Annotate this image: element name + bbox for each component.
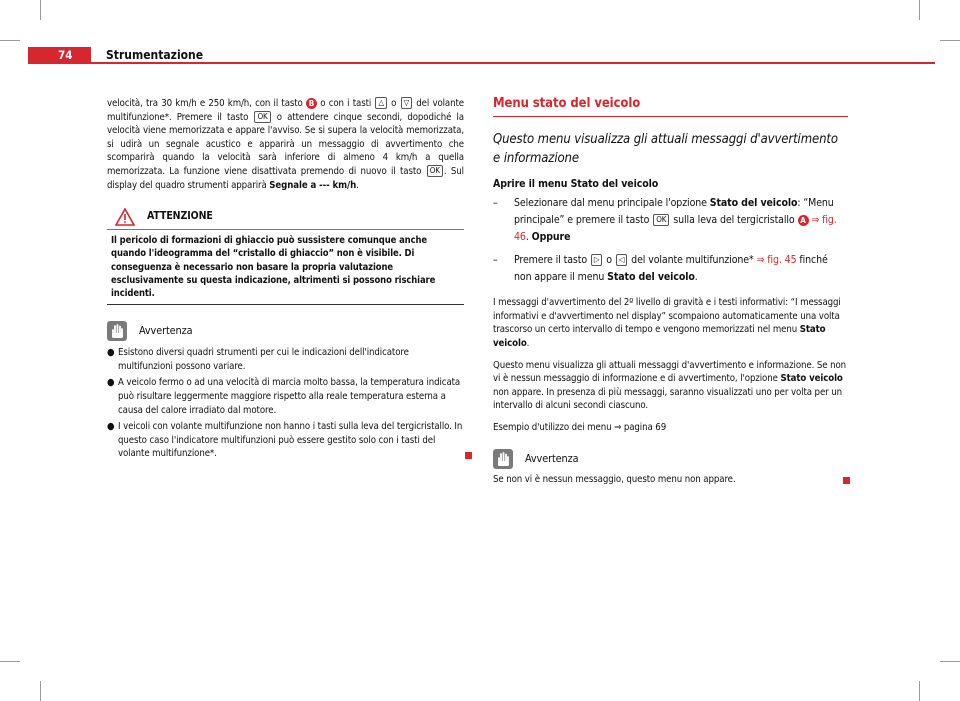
text: velocità, tra 30 km/h e 250 km/h, con il tasto xyxy=(107,98,306,109)
warning-header xyxy=(107,205,464,230)
text: o attendere cinque secondi, dopodiché la velocità viene memorizzata e appare l'avviso. Se si supera la velocità memorizzata, si udirà un segnale acustico e apparirà un messaggio di avvertimento che scomparirà quando la velocità sarà inferiore di almeno 4 km/h a quella memorizzata. La funzione viene disattivata premendo di nuovo il tasto xyxy=(107,111,464,177)
text: finché non appare il menu xyxy=(514,254,828,284)
page-header xyxy=(28,47,935,64)
crop-mark xyxy=(940,661,960,662)
text: Stato veicolo xyxy=(780,373,843,385)
text: . Sul display del quadro strumenti apparirà xyxy=(107,165,464,191)
text: Stato del veicolo xyxy=(607,271,695,284)
crop-mark xyxy=(40,681,41,701)
text: Oppure xyxy=(531,231,571,244)
info-hand-icon xyxy=(107,321,127,341)
step-item xyxy=(493,252,848,286)
right-column xyxy=(493,97,848,486)
ok-key: OK xyxy=(653,214,669,226)
step-text xyxy=(514,195,848,246)
note-title: Avvertenza xyxy=(139,324,193,338)
warning-triangle-icon xyxy=(115,208,135,226)
info-hand-icon xyxy=(493,449,513,469)
bullet-icon: ● xyxy=(107,347,115,359)
note-title: Avvertenza xyxy=(525,451,579,465)
figure-link[interactable]: ⇒ fig. 46 xyxy=(514,214,837,244)
note-header xyxy=(107,319,464,343)
crop-mark xyxy=(919,681,920,701)
text: sulla leva del tergicristallo xyxy=(670,214,798,227)
text: . xyxy=(525,231,532,244)
text: o xyxy=(603,254,615,267)
section-end-icon xyxy=(465,452,472,459)
text: : “Menu principale” e premere il tasto xyxy=(514,197,834,227)
list-item xyxy=(107,346,464,373)
text: . xyxy=(694,271,698,284)
text: non appare. In presenza di più messaggi, saranno visualizzati uno per volta per un intervallo di alcuni secondi ciascuno. xyxy=(493,386,842,412)
crop-mark xyxy=(919,0,920,20)
crop-mark xyxy=(940,40,960,41)
step-item xyxy=(493,195,848,246)
ok-key: OK xyxy=(254,111,270,123)
section-title: Menu stato del veicolo xyxy=(493,97,848,117)
down-key-icon: ▽ xyxy=(401,97,412,109)
up-key-icon: △ xyxy=(375,97,386,109)
text: Selezionare dal menu principale l'opzione xyxy=(514,197,710,210)
key-b-badge: B xyxy=(306,98,317,109)
bullet-text: A veicolo fermo o ad una velocità di marcia molto bassa, la temperatura indicata può risultare leggermente maggiore rispetto alla reale temperatura esterna a causa del calore irradiato dal motore. xyxy=(118,377,461,416)
page-number: 74 xyxy=(28,47,91,64)
chapter-title: Strumentazione xyxy=(106,48,204,62)
left-arrow-key-icon: ◁ xyxy=(616,254,627,266)
header-rule xyxy=(91,62,935,64)
crop-mark xyxy=(0,661,20,662)
intro-paragraph xyxy=(107,97,464,192)
bullet-icon: ● xyxy=(107,377,115,389)
text: Stato del veicolo xyxy=(709,197,798,210)
text: o con i tasti xyxy=(317,98,375,109)
text: I messaggi d'avvertimento del 2º livello di gravità e i testi informativi: “I messaggi informativi e d'avvertimento nel display” scompaiono automaticamente una volta trascorso un certo intervallo di tempo e vengono memorizzati nel menu xyxy=(493,297,841,336)
note-body: Se non vi è nessun messaggio, questo menu non appare. xyxy=(493,473,736,485)
paragraph xyxy=(493,296,848,350)
section-subtitle: Questo menu visualizza gli attuali messaggi d'avvertimento e informazione xyxy=(493,131,838,166)
list-item xyxy=(107,376,464,417)
crop-mark xyxy=(0,40,20,41)
right-arrow-key-icon: ▷ xyxy=(591,254,602,266)
note-header xyxy=(493,447,848,471)
steps-title: Aprire il menu Stato del veicolo xyxy=(493,177,659,190)
page-reference[interactable]: Esempio d'utilizzo dei menu ⇒ pagina 69 xyxy=(493,421,667,433)
warning-title: ATTENZIONE xyxy=(147,210,213,223)
paragraph xyxy=(493,359,848,413)
list-item xyxy=(107,420,464,461)
text: del volante multifunzione*. Premere il tasto xyxy=(107,98,464,123)
figure-link[interactable]: ⇒ fig. 45 xyxy=(756,254,797,267)
text: Stato veicolo xyxy=(493,324,826,349)
section-end-icon xyxy=(843,477,850,484)
crop-mark xyxy=(40,0,41,20)
text: Questo menu visualizza gli attuali messaggi d'avvertimento e informazione. Se non vi è nessun messaggio di informazione e di avvertimento, l'opzione xyxy=(493,359,847,385)
text: del volante multifunzione* xyxy=(628,254,757,267)
dash-icon: – xyxy=(493,197,498,210)
text: o xyxy=(387,98,400,109)
text: Premere il tasto xyxy=(514,254,590,267)
step-text xyxy=(514,252,848,286)
bullet-text: Esistono diversi quadri strumenti per cui le indicazioni dell'indicatore multifunzioni possono variare. xyxy=(118,347,409,372)
text: . xyxy=(526,337,530,349)
warning-body: Il pericolo di formazioni di ghiaccio può sussistere comunque anche quando l'ideogramma del “cristallo di ghiaccio” non è visibile. Di conseguenza è necessario non basare la propria valutazione esclusivamente su questa indicazione, altrimenti si possono rischiare incidenti. xyxy=(111,235,436,299)
dash-icon: – xyxy=(493,254,498,267)
display-message: Segnale a --- km/h xyxy=(269,179,357,191)
key-a-badge: A xyxy=(798,215,809,226)
bullet-icon: ● xyxy=(107,421,115,433)
ok-key: OK xyxy=(427,165,443,177)
warning-box xyxy=(107,205,464,305)
bullet-text: I veicoli con volante multifunzione non hanno i tasti sulla leva del tergicristallo. In questo caso l'indicatore multifunzioni può essere gestito solo con i tasti del volante multifunzione*. xyxy=(118,421,463,460)
left-column xyxy=(107,97,464,461)
text: . xyxy=(356,179,359,191)
